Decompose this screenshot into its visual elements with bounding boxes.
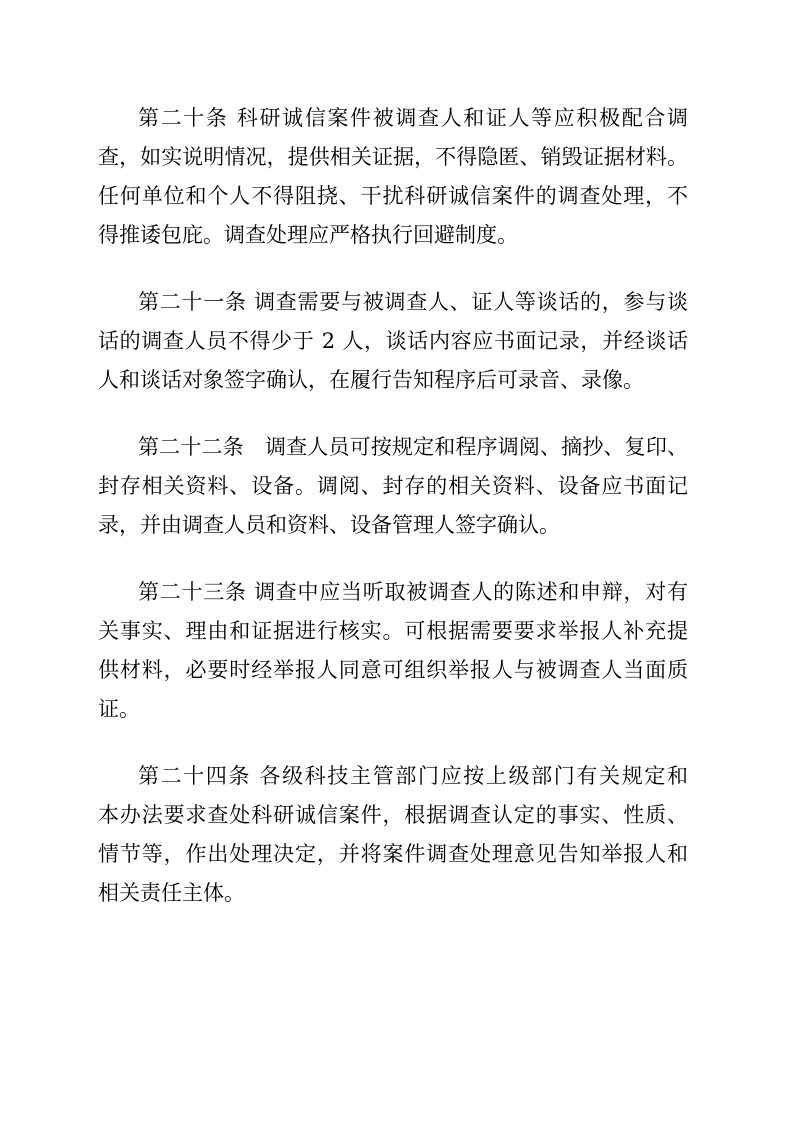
text-line: 人和谈话对象签字确认，在履行告知程序后可录音、录像。	[98, 368, 644, 392]
paragraph-article-22	[98, 428, 688, 545]
text-line: 话的调查人员不得少于 2 人，谈话内容应书面记录，并经谈话	[98, 329, 688, 353]
text-line: 本办法要求查处科研诚信案件，根据调查认定的事实、性质、	[98, 803, 688, 827]
text-line: 第二十三条 调查中应当听取被调查人的陈述和申辩，对有	[138, 580, 688, 604]
paragraph-article-20	[98, 99, 688, 255]
document-body	[98, 99, 688, 913]
paragraph-article-23	[98, 573, 688, 729]
text-line: 供材料，必要时经举报人同意可组织举报人与被调查人当面质	[98, 658, 688, 682]
paragraph-article-24	[98, 757, 688, 913]
text-line: 第二十四条 各级科技主管部门应按上级部门有关规定和	[138, 764, 688, 788]
text-line: 得推诿包庇。调查处理应严格执行回避制度。	[98, 223, 518, 247]
text-line: 查，如实说明情况，提供相关证据，不得隐匿、销毁证据材料。	[98, 145, 688, 169]
text-line: 证。	[98, 697, 140, 721]
text-line: 任何单位和个人不得阻挠、干扰科研诚信案件的调查处理，不	[98, 184, 688, 208]
text-line: 封存相关资料、设备。调阅、封存的相关资料、设备应书面记	[98, 474, 688, 498]
text-line: 情节等，作出处理决定，并将案件调查处理意见告知举报人和	[98, 842, 688, 866]
paragraph-article-21	[98, 283, 688, 400]
text-line: 第二十二条 调查人员可按规定和程序调阅、摘抄、复印、	[138, 435, 688, 459]
text-line: 录，并由调查人员和资料、设备管理人签字确认。	[98, 513, 560, 537]
text-line: 相关责任主体。	[98, 881, 245, 905]
text-line: 第二十条 科研诚信案件被调查人和证人等应积极配合调	[138, 106, 688, 130]
text-line: 关事实、理由和证据进行核实。可根据需要要求举报人补充提	[98, 619, 688, 643]
text-line: 第二十一条 调查需要与被调查人、证人等谈话的，参与谈	[138, 290, 688, 314]
